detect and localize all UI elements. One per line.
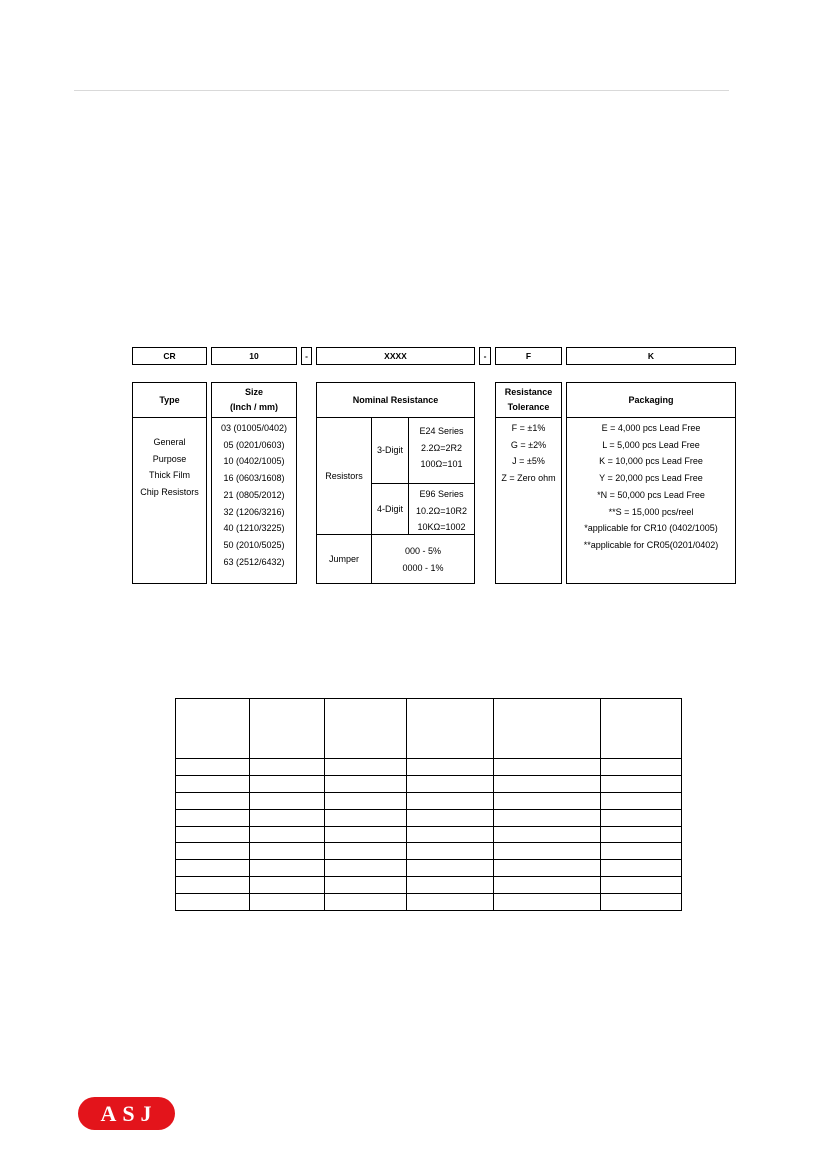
table-row xyxy=(176,809,682,826)
three-digit-line: E24 Series xyxy=(419,426,464,436)
three-digit-line: 100Ω=101 xyxy=(420,459,463,470)
size-body xyxy=(212,417,296,570)
code-tolerance: F xyxy=(495,347,562,365)
packaging-line: K = 10,000 pcs Lead Free xyxy=(599,456,703,467)
packaging-line: **S = 15,000 pcs/reel xyxy=(608,506,694,517)
asj-logo: ASJ xyxy=(78,1097,175,1130)
four-digit-line: 10.2Ω=10R2 xyxy=(415,505,468,516)
type-line: Thick Film xyxy=(149,470,190,481)
three-digit-label: 3-Digit xyxy=(376,445,403,456)
table-header-cell xyxy=(494,699,601,759)
tolerance-line: G = ±2% xyxy=(510,439,547,450)
table-header-cell xyxy=(324,699,406,759)
type-line: Chip Resistors xyxy=(140,487,199,498)
tolerance-line: J = ±5% xyxy=(512,456,545,467)
code-packaging: K xyxy=(566,347,736,365)
type-column xyxy=(132,382,207,584)
table-row xyxy=(176,759,682,776)
tolerance-line: Z = Zero ohm xyxy=(501,473,556,484)
packaging-column xyxy=(566,382,736,584)
nominal-header: Nominal Resistance xyxy=(352,394,439,405)
three-digit-line: 2.2Ω=2R2 xyxy=(420,442,462,453)
nominal-resistance-column xyxy=(316,382,475,584)
type-line: General xyxy=(153,437,186,447)
packaging-header: Packaging xyxy=(628,394,674,405)
table-row xyxy=(176,860,682,877)
size-column xyxy=(211,382,297,584)
code-resistance: XXXX xyxy=(316,347,475,365)
tolerance-line: F = ±1% xyxy=(511,423,546,433)
size-header-line-1: Size xyxy=(244,387,263,397)
table-header-cell xyxy=(249,699,324,759)
table-row xyxy=(176,877,682,894)
size-line: 32 (1206/3216) xyxy=(223,506,285,517)
packaging-line: Y = 20,000 pcs Lead Free xyxy=(599,473,703,484)
size-line: 21 (0805/2012) xyxy=(223,489,285,500)
packaging-line: *applicable for CR10 (0402/1005) xyxy=(584,523,718,534)
size-line: 63 (2512/6432) xyxy=(223,556,285,567)
packaging-line: E = 4,000 pcs Lead Free xyxy=(601,423,701,433)
four-digit-line: 10KΩ=1002 xyxy=(417,522,466,533)
code-type: CR xyxy=(132,347,207,365)
size-line: 16 (0603/1608) xyxy=(223,473,285,484)
table-row xyxy=(176,843,682,860)
jumper-label: Jumper xyxy=(328,553,359,564)
tolerance-header xyxy=(496,384,561,416)
four-digit-line: E96 Series xyxy=(419,489,464,499)
tolerance-body xyxy=(496,417,561,487)
jumper-line: 0000 - 1% xyxy=(402,562,444,573)
type-line: Purpose xyxy=(152,453,187,464)
resistors-label: Resistors xyxy=(325,470,363,481)
four-digit-body xyxy=(409,486,474,536)
four-digit-label: 4-Digit xyxy=(376,503,403,514)
dimensions-table xyxy=(175,698,682,911)
tolerance-header-line-2: Tolerance xyxy=(507,402,550,412)
tolerance-column xyxy=(495,382,562,584)
table-row xyxy=(176,792,682,809)
table-header-cell xyxy=(176,699,250,759)
table-row xyxy=(176,894,682,911)
code-dash-2: - xyxy=(479,347,491,365)
type-body xyxy=(133,434,206,501)
packaging-line: **applicable for CR05(0201/0402) xyxy=(583,539,719,550)
jumper-body xyxy=(372,543,474,576)
size-line: 10 (0402/1005) xyxy=(223,456,285,467)
packaging-line: L = 5,000 pcs Lead Free xyxy=(602,439,700,450)
header-rule xyxy=(74,90,729,91)
jumper-line: 000 - 5% xyxy=(404,546,442,556)
type-header: Type xyxy=(159,394,180,405)
code-dash-1: - xyxy=(301,347,312,365)
table-header-row xyxy=(176,699,682,759)
code-size: 10 xyxy=(211,347,297,365)
table-header-cell xyxy=(406,699,494,759)
table-row xyxy=(176,775,682,792)
size-line: 03 (01005/0402) xyxy=(220,423,288,433)
size-header xyxy=(212,384,296,416)
three-digit-body xyxy=(409,423,474,473)
packaging-line: *N = 50,000 pcs Lead Free xyxy=(597,489,705,500)
size-header-line-2: (Inch / mm) xyxy=(229,402,278,412)
size-line: 05 (0201/0603) xyxy=(223,439,285,450)
table-header-cell xyxy=(601,699,682,759)
size-line: 40 (1210/3225) xyxy=(223,523,285,534)
packaging-body xyxy=(567,417,735,554)
size-line: 50 (2010/5025) xyxy=(223,539,285,550)
tolerance-header-line-1: Resistance xyxy=(504,387,553,397)
table-row xyxy=(176,826,682,843)
